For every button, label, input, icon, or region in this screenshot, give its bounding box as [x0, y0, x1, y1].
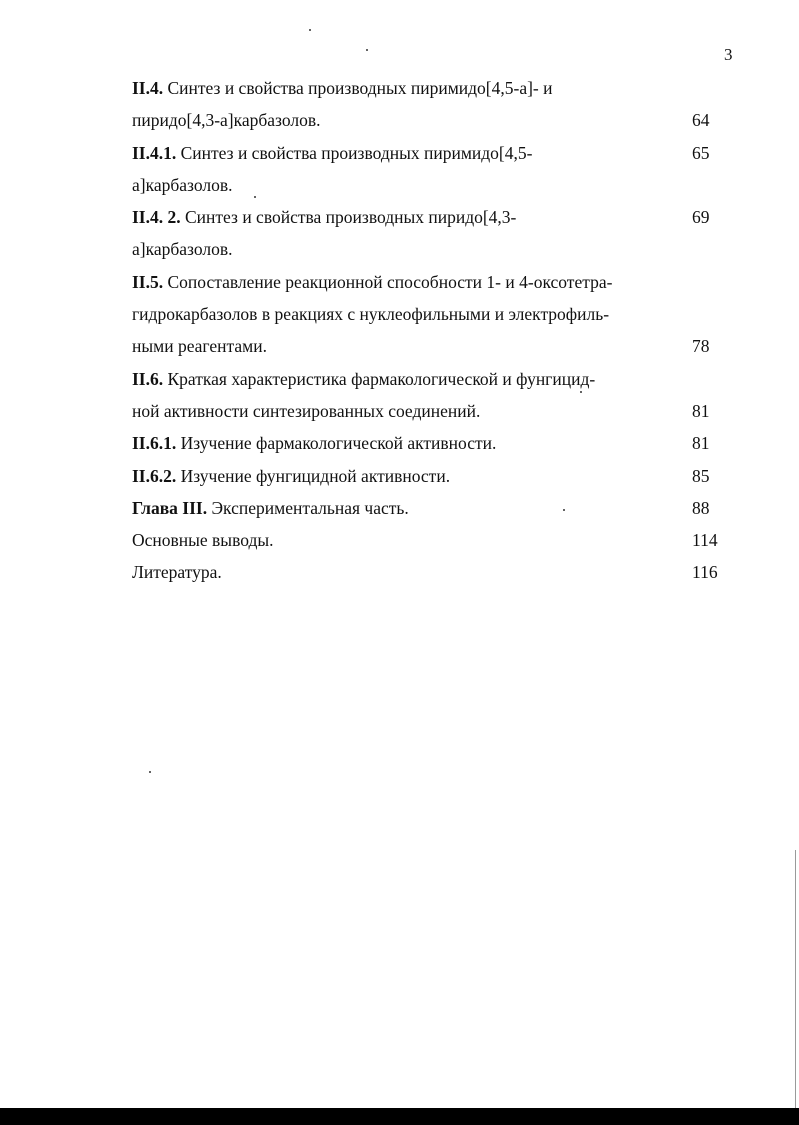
- toc-entry-text: Синтез и свойства производных пиридо[4,3-: [185, 207, 517, 228]
- toc-entry-text: Экспериментальная часть.: [211, 497, 409, 518]
- toc-entry-text: Изучение фунгицидной активности.: [180, 465, 451, 486]
- page-number: 3: [724, 45, 733, 64]
- scan-edge-line: [795, 850, 796, 1108]
- toc-entry: [132, 556, 722, 588]
- toc-entry-line: [132, 298, 722, 330]
- toc-entry: [132, 460, 722, 492]
- table-of-contents: [132, 72, 722, 589]
- toc-entry-line: [132, 524, 722, 556]
- toc-entry-text: Сопоставление реакционной способности 1- и 4-оксотетра-: [167, 271, 613, 292]
- toc-entry-text: а]карбазолов.: [132, 239, 233, 260]
- scan-speck: [563, 509, 565, 511]
- toc-section-number: II.4. 2.: [132, 207, 181, 228]
- scan-speck: [149, 771, 151, 773]
- toc-entry: [132, 363, 722, 428]
- toc-page-number: 69: [692, 207, 710, 228]
- toc-entry-line: [132, 169, 722, 201]
- toc-entry-text: ными реагентами.: [132, 336, 267, 357]
- toc-entry-text: Синтез и свойства производных пиримидо[4,5-а]- и: [167, 78, 553, 98]
- toc-entry-text: Изучение фармакологической активности.: [180, 433, 497, 454]
- toc-entry-text: а]карбазолов.: [132, 174, 233, 195]
- scan-speck: [254, 196, 256, 198]
- toc-entry-text: гидрокарбазолов в реакциях с нуклеофильными и электрофиль-: [132, 304, 610, 325]
- toc-section-number: II.6.: [132, 368, 164, 389]
- toc-section-number: Глава III.: [132, 497, 208, 518]
- toc-entry-text: Основные выводы.: [132, 530, 274, 551]
- toc-entry-text: Синтез и свойства производных пиримидо[4,5-: [180, 142, 533, 163]
- toc-entry-line: [132, 427, 722, 459]
- toc-page-number: 88: [692, 497, 710, 518]
- toc-entry-text: пиридо[4,3-а]карбазолов.: [132, 110, 321, 131]
- toc-entry-line: [132, 104, 722, 136]
- toc-entry-line: [132, 330, 722, 362]
- toc-entry-line: [132, 137, 722, 169]
- toc-entry-line: [132, 201, 722, 233]
- toc-page-number: 78: [692, 336, 710, 357]
- toc-entry-text: Литература.: [132, 562, 222, 583]
- toc-page-number: 85: [692, 465, 710, 486]
- scan-speck: [309, 29, 311, 31]
- toc-entry-line: [132, 395, 722, 427]
- toc-section-number: II.4.1.: [132, 142, 177, 163]
- toc-page-number: 116: [692, 562, 718, 583]
- toc-entry-line: [132, 556, 722, 588]
- toc-entry-text: ной активности синтезированных соединений.: [132, 400, 481, 421]
- toc-entry-line: [132, 460, 722, 492]
- toc-entry: [132, 137, 722, 202]
- toc-entry-line: [132, 233, 722, 265]
- toc-entry: [132, 492, 722, 524]
- toc-section-number: II.4.: [132, 78, 164, 98]
- scan-bottom-border: [0, 1108, 799, 1125]
- toc-entry-text: Краткая характеристика фармакологической и фунгицид-: [167, 368, 596, 389]
- toc-section-number: II.6.1.: [132, 433, 177, 454]
- toc-entry: [132, 524, 722, 556]
- toc-page-number: 65: [692, 142, 710, 163]
- toc-page-number: 81: [692, 433, 710, 454]
- toc-entry-line: [132, 492, 722, 524]
- toc-section-number: II.5.: [132, 271, 164, 292]
- toc-entry: [132, 72, 722, 137]
- scan-speck: [366, 49, 368, 51]
- toc-section-number: II.6.2.: [132, 465, 177, 486]
- toc-page-number: 81: [692, 400, 710, 421]
- toc-entry-line: [132, 72, 722, 104]
- toc-entry-line: [132, 266, 722, 298]
- toc-entry: [132, 266, 722, 363]
- toc-page-number: 114: [692, 530, 718, 551]
- toc-page-number: 64: [692, 110, 710, 131]
- toc-entry: [132, 427, 722, 459]
- scan-speck: [580, 391, 582, 393]
- toc-entry: [132, 201, 722, 266]
- toc-entry-line: [132, 363, 722, 395]
